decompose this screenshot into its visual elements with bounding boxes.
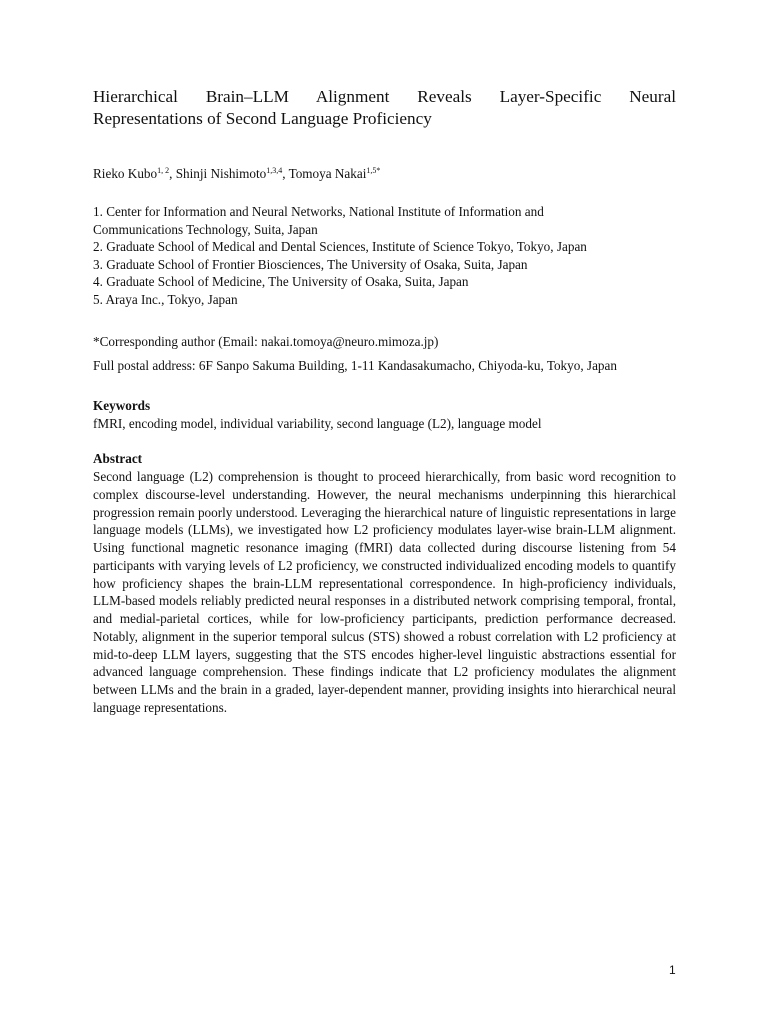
affiliation-line: 3. Graduate School of Frontier Biosciences, The University of Osaka, Suita, Japan (93, 256, 528, 272)
affiliation-line: 2. Graduate School of Medical and Dental Sciences, Institute of Science Tokyo, Tokyo, Japan (93, 239, 587, 255)
abstract-heading: Abstract (93, 451, 143, 466)
affiliation-list (93, 203, 676, 309)
paper-title-line-1: Hierarchical Brain–LLM Alignment Reveals Layer-Specific Neural (93, 87, 676, 106)
keywords-heading: Keywords (93, 398, 151, 413)
page-number: 1 (669, 963, 676, 977)
author-separator: , (282, 166, 289, 181)
author-separator: , (169, 166, 176, 181)
author-affiliation-marks: 1, 2 (157, 166, 170, 175)
affiliation-line: 4. Graduate School of Medicine, The University of Osaka, Suita, Japan (93, 274, 469, 290)
affiliation-line: Communications Technology, Suita, Japan (93, 221, 318, 237)
author-list (93, 165, 380, 183)
postal-address: Full postal address: 6F Sanpo Sakuma Building, 1-11 Kandasakumacho, Chiyoda-ku, Tokyo, Japan (93, 358, 617, 373)
paper-title (93, 86, 676, 130)
affiliation-line: 5. Araya Inc., Tokyo, Japan (93, 291, 238, 307)
affiliation-line: 1. Center for Information and Neural Networks, National Institute of Information and (93, 204, 544, 219)
abstract-text: Second language (L2) comprehension is thought to proceed hierarchically, from basic word recognition to complex discourse-level understanding. However, the neural mechanisms underpinning this hierarchical progression remain poorly understood. Leveraging the hierarchical nature of linguistic representations in large language models (LLMs), we investigated how L2 proficiency modulates layer-wise brain-LLM alignment. Using functional magnetic resonance imaging (fMRI) data collected during discourse listening from 54 participants with varying levels of L2 proficiency, we constructed individualized encoding models to quantify how proficiency shapes the brain-LLM representational correspondence. In high-proficiency individuals, LLM-based models reliably predicted neural responses in a distributed network comprising temporal, frontal, and medial-parietal cortices, while for low-proficiency participants, prediction performance decreased. Notably, alignment in the superior temporal sulcus (STS) showed a robust correlation with L2 proficiency at mid-to-deep LLM layers, suggesting that the STS encodes higher-level linguistic abstractions essential for advanced language comprehension. These findings indicate that L2 proficiency modulates the alignment between LLMs and the brain in a graded, layer-dependent manner, providing insights into hierarchical neural language representations. (93, 469, 676, 715)
author-name: Rieko Kubo (93, 166, 158, 181)
author-name: Tomoya Nakai (288, 166, 367, 181)
paper-title-line-2: Representations of Second Language Proficiency (93, 109, 432, 128)
author-affiliation-marks: 1,3,4 (266, 166, 283, 175)
author-affiliation-marks: 1,5* (366, 166, 381, 175)
keywords-text: fMRI, encoding model, individual variability, second language (L2), language model (93, 416, 542, 431)
corresponding-author: *Corresponding author (Email: nakai.tomoya@neuro.mimoza.jp) (93, 334, 439, 349)
author-name: Shinji Nishimoto (175, 166, 267, 181)
